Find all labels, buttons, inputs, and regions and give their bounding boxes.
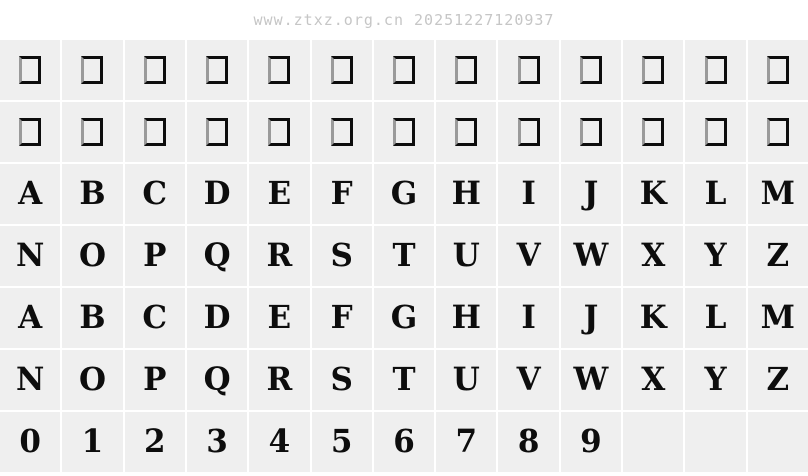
glyph-character: P (143, 361, 167, 398)
notdef-box-glyph (767, 118, 789, 146)
glyph-character: N (15, 361, 45, 398)
glyph-cell (748, 288, 808, 348)
glyph-character: L (704, 299, 727, 336)
notdef-cell (374, 40, 434, 100)
glyph-character: 9 (580, 423, 602, 460)
glyph-character: W (573, 237, 609, 274)
glyph-cell (748, 350, 808, 410)
glyph-character: A (18, 175, 43, 212)
notdef-cell (312, 102, 372, 162)
glyph-character: X (641, 237, 666, 274)
glyph-cell (561, 164, 621, 224)
notdef-cell (125, 102, 185, 162)
empty-cell (623, 412, 683, 472)
glyph-cell (0, 288, 60, 348)
glyph-character: B (79, 299, 106, 336)
glyph-character: U (452, 237, 480, 274)
notdef-cell (374, 102, 434, 162)
glyph-character: L (704, 175, 727, 212)
glyph-cell (125, 226, 185, 286)
glyph-character: 5 (330, 423, 353, 460)
glyph-character: Z (766, 237, 790, 274)
glyph-cell (125, 412, 185, 472)
notdef-box-glyph (518, 56, 540, 84)
notdef-cell (436, 102, 496, 162)
glyph-cell (374, 288, 434, 348)
glyph-character: F (330, 299, 353, 336)
glyph-character: E (267, 299, 292, 336)
glyph-cell (62, 350, 122, 410)
notdef-box-glyph (580, 56, 602, 84)
glyph-cell (249, 226, 309, 286)
notdef-box-glyph (455, 118, 477, 146)
glyph-cell (312, 288, 372, 348)
notdef-cell (436, 40, 496, 100)
notdef-cell (748, 102, 808, 162)
glyph-character: S (330, 361, 353, 398)
glyph-cell (187, 350, 247, 410)
glyph-character: C (142, 299, 168, 336)
glyph-cell (0, 350, 60, 410)
glyph-character: M (760, 299, 795, 336)
glyph-character: Y (704, 361, 727, 398)
glyph-character: Z (766, 361, 790, 398)
glyph-cell (498, 288, 558, 348)
glyph-cell (187, 288, 247, 348)
glyph-character: U (452, 361, 480, 398)
glyph-cell (249, 350, 309, 410)
glyph-character: H (451, 175, 481, 212)
glyph-cell (436, 288, 496, 348)
glyph-cell (498, 164, 558, 224)
glyph-character: Q (203, 237, 231, 274)
glyph-character: J (583, 299, 599, 336)
notdef-cell (623, 102, 683, 162)
empty-cell (685, 412, 745, 472)
glyph-character: J (583, 175, 599, 212)
notdef-cell (623, 40, 683, 100)
glyph-cell (374, 226, 434, 286)
glyph-cell (436, 412, 496, 472)
glyph-cell (62, 412, 122, 472)
glyph-cell (0, 412, 60, 472)
glyph-character: G (390, 175, 418, 212)
glyph-character: 2 (143, 423, 166, 460)
glyph-cell (249, 288, 309, 348)
glyph-cell (685, 164, 745, 224)
notdef-cell (561, 102, 621, 162)
notdef-box-glyph (455, 56, 477, 84)
glyph-character: Q (203, 361, 231, 398)
notdef-box-glyph (81, 118, 103, 146)
notdef-cell (62, 102, 122, 162)
notdef-cell (187, 102, 247, 162)
watermark-text: www.ztxz.org.cn 20251227120937 (253, 11, 555, 29)
glyph-cell (374, 412, 434, 472)
notdef-box-glyph (642, 56, 664, 84)
glyph-cell (685, 288, 745, 348)
glyph-cell (498, 350, 558, 410)
glyph-cell (0, 226, 60, 286)
glyph-cell (187, 412, 247, 472)
glyph-cell (436, 164, 496, 224)
glyph-cell (125, 288, 185, 348)
glyph-character: E (267, 175, 292, 212)
glyph-character: I (521, 175, 536, 212)
glyph-character: O (78, 361, 106, 398)
glyph-cell (685, 350, 745, 410)
glyph-character: M (760, 175, 795, 212)
glyph-character: P (143, 237, 167, 274)
notdef-box-glyph (518, 118, 540, 146)
notdef-box-glyph (393, 118, 415, 146)
glyph-character: G (390, 299, 418, 336)
glyph-cell (561, 288, 621, 348)
empty-cell (748, 412, 808, 472)
glyph-cell (249, 164, 309, 224)
glyph-cell (125, 164, 185, 224)
glyph-cell (623, 226, 683, 286)
glyph-character: X (641, 361, 666, 398)
glyph-character: 7 (455, 423, 478, 460)
notdef-cell (187, 40, 247, 100)
glyph-cell (187, 226, 247, 286)
glyph-cell (312, 164, 372, 224)
glyph-character: K (639, 175, 667, 212)
glyph-cell (748, 226, 808, 286)
glyph-character: 6 (393, 423, 415, 460)
glyph-grid (0, 40, 808, 472)
glyph-character: T (392, 237, 416, 274)
glyph-character: I (521, 299, 536, 336)
glyph-cell (498, 412, 558, 472)
watermark-bar (0, 0, 808, 40)
glyph-cell (436, 350, 496, 410)
glyph-cell (374, 164, 434, 224)
glyph-cell (748, 164, 808, 224)
notdef-box-glyph (19, 118, 41, 146)
glyph-character: D (203, 299, 231, 336)
glyph-cell (249, 412, 309, 472)
glyph-cell (685, 226, 745, 286)
glyph-cell (561, 350, 621, 410)
glyph-character: A (18, 299, 43, 336)
notdef-cell (498, 40, 558, 100)
glyph-cell (62, 226, 122, 286)
glyph-character: C (142, 175, 168, 212)
notdef-cell (0, 102, 60, 162)
notdef-cell (249, 102, 309, 162)
glyph-character: 1 (81, 423, 104, 460)
glyph-cell (374, 350, 434, 410)
notdef-cell (498, 102, 558, 162)
glyph-character: F (330, 175, 353, 212)
glyph-cell (561, 412, 621, 472)
glyph-cell (623, 164, 683, 224)
glyph-cell (62, 164, 122, 224)
notdef-box-glyph (81, 56, 103, 84)
notdef-cell (685, 40, 745, 100)
notdef-box-glyph (268, 118, 290, 146)
glyph-cell (187, 164, 247, 224)
glyph-cell (623, 288, 683, 348)
glyph-character: D (203, 175, 231, 212)
notdef-box-glyph (767, 56, 789, 84)
glyph-cell (498, 226, 558, 286)
notdef-box-glyph (331, 118, 353, 146)
notdef-box-glyph (206, 118, 228, 146)
notdef-box-glyph (580, 118, 602, 146)
glyph-character: T (392, 361, 416, 398)
notdef-box-glyph (705, 118, 727, 146)
notdef-box-glyph (393, 56, 415, 84)
glyph-cell (62, 288, 122, 348)
notdef-box-glyph (642, 118, 664, 146)
notdef-cell (561, 40, 621, 100)
glyph-cell (312, 412, 372, 472)
notdef-cell (62, 40, 122, 100)
glyph-character: S (330, 237, 353, 274)
glyph-character: H (451, 299, 481, 336)
glyph-cell (312, 226, 372, 286)
notdef-box-glyph (331, 56, 353, 84)
glyph-character: R (266, 361, 293, 398)
notdef-cell (249, 40, 309, 100)
glyph-character: V (516, 237, 541, 274)
glyph-character: 8 (517, 423, 540, 460)
notdef-box-glyph (268, 56, 290, 84)
glyph-character: Y (704, 237, 727, 274)
glyph-character: 0 (19, 423, 41, 460)
glyph-character: R (266, 237, 293, 274)
glyph-character: N (15, 237, 45, 274)
glyph-cell (125, 350, 185, 410)
glyph-character: B (79, 175, 106, 212)
glyph-character: 4 (268, 423, 291, 460)
glyph-cell (561, 226, 621, 286)
notdef-cell (125, 40, 185, 100)
notdef-box-glyph (705, 56, 727, 84)
glyph-cell (312, 350, 372, 410)
glyph-cell (436, 226, 496, 286)
glyph-character: 3 (206, 423, 228, 460)
glyph-character: O (78, 237, 106, 274)
notdef-cell (748, 40, 808, 100)
glyph-cell (623, 350, 683, 410)
notdef-box-glyph (206, 56, 228, 84)
glyph-character: K (639, 299, 667, 336)
notdef-cell (312, 40, 372, 100)
notdef-box-glyph (144, 118, 166, 146)
notdef-box-glyph (144, 56, 166, 84)
notdef-box-glyph (19, 56, 41, 84)
glyph-cell (0, 164, 60, 224)
glyph-character: V (516, 361, 541, 398)
notdef-cell (0, 40, 60, 100)
glyph-character: W (573, 361, 609, 398)
notdef-cell (685, 102, 745, 162)
